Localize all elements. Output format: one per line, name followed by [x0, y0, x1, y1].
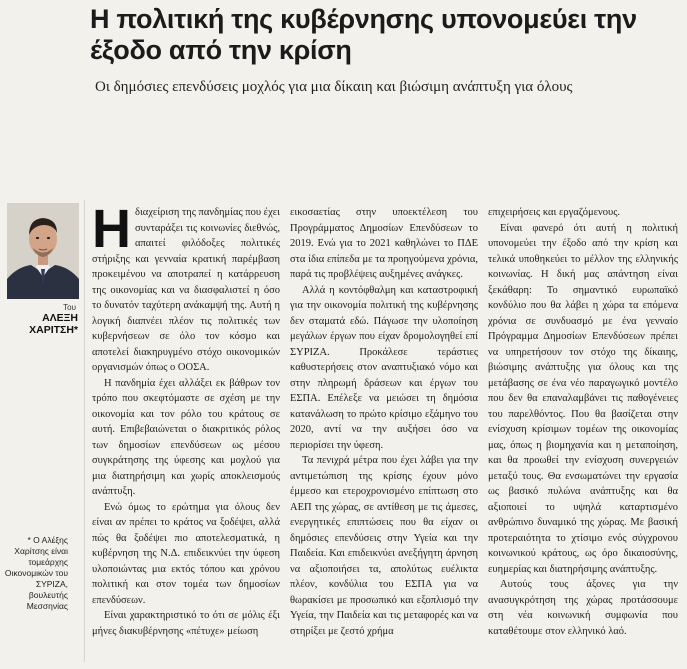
author-portrait-illustration: [7, 203, 79, 299]
author-bio-note: * Ο Αλέξης Χαρίτσης είναι τομεάρχης Οικονομικών του ΣΥΡΙΖΑ, βουλευτής Μεσσηνίας: [4, 535, 68, 611]
author-prefix: Του: [63, 303, 76, 312]
drop-cap: Η: [92, 199, 131, 259]
paragraph: Αλλά η κοντόφθαλμη και καταστροφική για την οικονομία πολιτική της κυβέρνησης δεν σταματά εδώ. Πάγωσε την υλοποίηση μεγάλων έργων που είχαν δρομολογηθεί επί ΣΥΡΙΖΑ. Προκάλεσε τεράστιες καθυστερήσεις στον αναπτυξιακό νόμο και στην πληρωμή δράσεων και έργων του ΕΣΠΑ. Επέλεξε να μειώσει τη δημόσια κατανάλωση το πρώτο κρίσιμο εξάμηνο του 2020, αντί να την αυξήσει όσο να περιορίσει την ύφεση.: [290, 284, 478, 451]
article-column-3: [488, 205, 678, 639]
paragraph: επιχειρήσεις και εργαζόμενους.: [488, 207, 621, 218]
paragraph: εικοσαετίας στην υποεκτέλεση του Προγράμματος Δημοσίων Επενδύσεων το 2019. Ενώ για το 2021 καθηλώνει το ΠΔΕ στα ίδια επίπεδα με τα προηγούμενα χρόνια, παρά τις προβλέψεις αυξημένες ανάγκες.: [290, 207, 478, 280]
author-photo: [7, 203, 79, 299]
paragraph: Είναι φανερό ότι αυτή η πολιτική υπονομεύει την έξοδο από την κρίση και τελικά υποθηκεύει το μέλλον της ελληνικής κοινωνίας. Η δική μας απάντηση είναι ξεκάθαρη: Το σημαντικό ευρωπαϊκό κονδύλιο που θα λάβει η χώρα τα επόμενα χρόνια σε συνδυασμό με ένα γενναίο Πρόγραμμα Δημοσίων Επενδύσεων πρέπει να υπηρετήσουν τον στόχο της δίκαιης, βιώσιμης ανάπτυξης για όλους και της μετάβασης σε ένα νέο παραγωγικό μοντέλο που δεν θα επαναλαμβάνει τις παθογένειες του παρελθόντος. Που θα βασίζεται στην ενίσχυση κρίσιμων τομέων της οικονομίας μας, όπως η βιομηχανία και η μεταποίηση, και θα προωθεί την ενίσχυση συνεργειών μεταξύ τους. Θα ενσωματώνει την εργασία ως βασικό πυλώνα ανάπτυξης και θα αξιοποιεί το υψηλά καταρτισμένο ανθρώπινο δυναμικό της χώρας. Με βασική προτεραιότητα το χτίσιμο ενός σύγχρονου κοινωνικού κράτους, ως όρο δικαιοσύνης, ευημερίας και διατηρήσιμης ανάπτυξης.: [488, 222, 678, 575]
headline: Η πολιτική της κυβέρνησης υπονομεύει την έξοδο από την κρίση: [90, 4, 637, 65]
paragraph-text: διαχείριση της πανδημίας που έχει συνταράξει τις κοινωνίες διεθνώς, απαιτεί φιλόδοξες πολιτικές στήριξης και γενναία κρατική παρέμβαση προκειμένου να αποτραπεί η κατάρρευση της οικονομίας και να διασφαλιστεί η όσο το δυνατόν ταχύτερη ανάκαμψή της. Αυτή η λογική διαπνέει πλέον τις πολιτικές των κυβερνήσεων σε όλο τον κόσμο και αποτελεί διακηρυγμένο στόχο οικονομικών οργανισμών όπως ο ΟΟΣΑ.: [92, 207, 280, 373]
paragraph: Είναι χαρακτηριστικό το ότι σε μόλις έξι μήνες διακυβέρνησης «πέτυχε» μείωση: [92, 610, 280, 637]
article-column-2: [290, 205, 478, 639]
paragraph: Αυτούς τους άξονες για την ανασυγκρότηση της χώρας προτάσσουμε στη νέα κοινωνική συμφωνία που καταθέτουμε στον ελληνικό λαό.: [488, 579, 678, 637]
author-name: ΑΛΕΞΗ ΧΑΡΙΤΣΗ*: [29, 312, 78, 336]
paragraph: Τα πενιχρά μέτρα που έχει λάβει για την αντιμετώπιση της κρίσης έχουν μόνο έμμεσο και ετεροχρονισμένο επίπτωση στο ΑΕΠ της χώρας, σε αντίθεση με τις άμεσες, ενεργητικές επιπτώσεις που θα είχαν οι δημόσιες επενδύσεις στην Υγεία και την Παιδεία. Και επιδεικνύει ανεξήγητη άρνηση να αξιοποιήσει τα, απολύτως ευέλικτα πλέον, κονδύλια του ΕΣΠΑ για να θωρακίσει με προσωπικό και εξοπλισμό την Υγεία, την Παιδεία και τις μεταφορές και να στηρίξει με ζεστό χρήμα: [290, 455, 478, 637]
paragraph: [92, 199, 280, 376]
column-divider: [84, 200, 85, 662]
article-column-1: [92, 199, 280, 639]
paragraph: Ενώ όμως το ερώτημα για όλους δεν είναι αν πρέπει το κράτος να ξοδέψει, αλλά πώς θα ξοδέψει πιο αποτελεσματικά, η κυβέρνηση της Ν.Δ. επιδεικνύει την ύφεση υλοποιώντας μια εκτός τόπου και χρόνου πολιτική και στον τομέα των δημοσίων επενδύσεων.: [92, 501, 280, 606]
paragraph: Η πανδημία έχει αλλάξει εκ βάθρων τον τρόπο που σκεφτόμαστε σε σχέση με την οικονομία και τον ρόλο του κράτους σε αυτή. Επιβεβαιώνεται ο διακριτικός ρόλος των δημοσίων επενδύσεων ως μέσου συγκράτησης της ύφεσης και μοχλού για μια διατηρήσιμη και χωρίς αποκλεισμούς ανάπτυξη.: [92, 377, 280, 497]
subheadline: Οι δημόσιες επενδύσεις μοχλός για μια δίκαιη και βιώσιμη ανάπτυξη για όλους: [95, 79, 573, 95]
